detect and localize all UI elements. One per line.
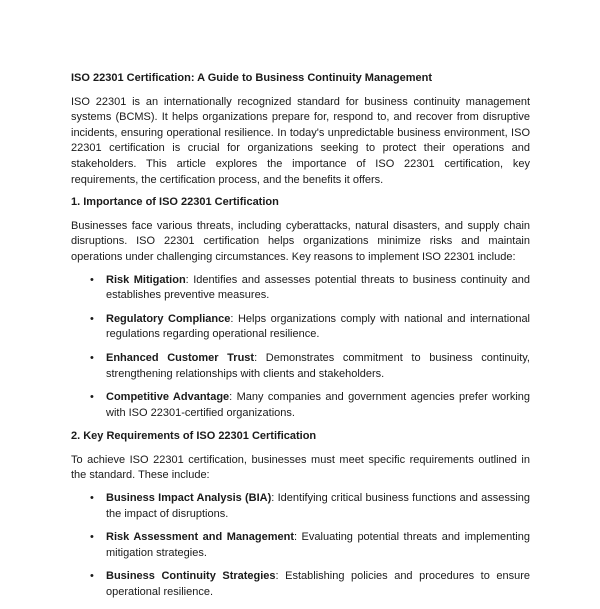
list-item-term: Risk Mitigation bbox=[106, 273, 186, 286]
list-item-text: : Demonstrates commitment to business continuity, strengthening relationships with clients and stakeholders. bbox=[106, 351, 530, 380]
bullet-icon: • bbox=[90, 273, 94, 286]
list-item-text: : Many companies and government agencies prefer working with ISO 22301-certified organizations. bbox=[106, 391, 530, 419]
list-item-text: : Helps organizations comply with national and international regulations regarding operational resilience. bbox=[106, 312, 530, 341]
intro-paragraph: ISO 22301 is an internationally recognized standard for business continuity management systems (BCMS). It helps organizations prepare for, respond to, and recover from disruptive incidents, ensuring operational resilience. In today's unpredictable business environment, ISO 22301 certification is crucial for organizations seeking to protect their operations and stakeholders. This article explores the importance of ISO 22301 certification, key requirements, the certification process, and the benefits it offers. bbox=[71, 95, 530, 186]
section-body-importance: Businesses face various threats, including cyberattacks, natural disasters, and supply chain disruptions. ISO 22301 certification helps organizations minimize risks and maintain operations under challenging circumstances. Key reasons to implement ISO 22301 include: bbox=[71, 219, 530, 263]
list-item-term: Risk Assessment and Management bbox=[106, 531, 294, 544]
list-item-term: Business Impact Analysis (BIA) bbox=[106, 492, 272, 505]
section-body-requirements: To achieve ISO 22301 certification, businesses must meet specific requirements outlined in the standard. These include: bbox=[71, 453, 530, 482]
list-item bbox=[71, 530, 530, 561]
bullet-icon: • bbox=[90, 570, 94, 583]
list-item bbox=[71, 390, 530, 421]
list-item bbox=[71, 351, 530, 382]
bullet-icon: • bbox=[90, 351, 94, 364]
section-heading-requirements: 2. Key Requirements of ISO 22301 Certification bbox=[71, 430, 317, 443]
list-item bbox=[71, 273, 530, 304]
list-item bbox=[71, 312, 530, 343]
bullet-icon: • bbox=[90, 531, 94, 544]
list-item-text: : Evaluating potential threats and implementing mitigation strategies. bbox=[106, 531, 530, 559]
list-item bbox=[71, 569, 530, 600]
document-page bbox=[71, 71, 530, 609]
list-item-text: : Identifies and assesses potential threats to business continuity and establishes preventive measures. bbox=[106, 273, 530, 302]
list-item-term: Regulatory Compliance bbox=[106, 312, 231, 325]
importance-list bbox=[71, 273, 530, 422]
list-item-text: : Identifying critical business functions and assessing the impact of disruptions. bbox=[106, 492, 531, 520]
list-item-text: : Establishing policies and procedures to ensure operational resilience. bbox=[106, 570, 530, 599]
list-item bbox=[71, 491, 530, 522]
bullet-icon: • bbox=[90, 391, 94, 404]
bullet-icon: • bbox=[90, 492, 94, 505]
list-item-term: Competitive Advantage bbox=[106, 391, 230, 404]
list-item-term: Business Continuity Strategies bbox=[106, 570, 276, 583]
requirements-list bbox=[71, 491, 530, 601]
list-item-term: Enhanced Customer Trust bbox=[106, 351, 255, 364]
bullet-icon: • bbox=[90, 312, 94, 325]
document-title: ISO 22301 Certification: A Guide to Business Continuity Management bbox=[71, 72, 433, 84]
section-heading-importance: 1. Importance of ISO 22301 Certification bbox=[71, 196, 279, 209]
